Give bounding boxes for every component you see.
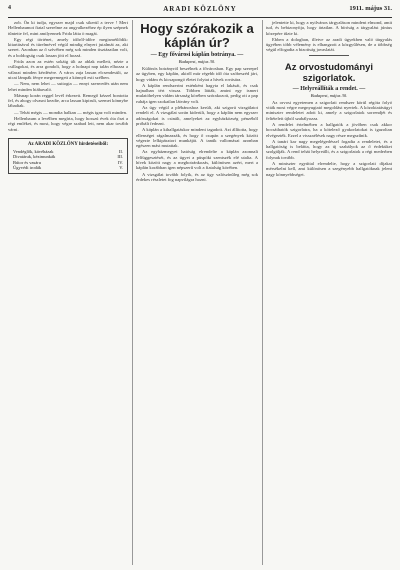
article-paragraph: Másnap korán reggel levél érkezett. Remegő kézzel bontotta fel, és ahogy olvasni kezdte, arca lassan kipirult, szemei könnybe lábadtak. [8,92,128,109]
article-headline: Az orvostudományi szigorlatok. [284,61,374,84]
article-paragraph: Különös botrányról beszélnek a fővárosban. Egy pap szerepel az ügyben, egy káplán, akiről már régebb idő óta szóbeszéd járt, hogy vidám és kicsapongó életet folytat a hívek rovására. [136,66,258,82]
article-paragraph: A káplán a kihallgatáskor mindent tagadott. Azt állította, hogy ellenségei rágalmazzák, és hogy ő csupán a szegények között végezte lelkipásztori munkáját. A tanúk vallomásai azonban egészen mást mutattak. [136,127,258,149]
article-paragraph: — Nem, nem lehet — suttogta — ennyi szenvedés után nem lehet minden hiábavaló. [8,81,128,92]
article-paragraph: A tanári kar nagy megelégedéssel fogadta a rendeletet, és a hallgatóság is belátta, hogy az új szabályok az ő érdeküket szolgálják. A rend tehát helyreállt, és a szigorlatok a régi mederben folynak tovább. [266,138,392,160]
newspaper-title: ARADI KÖZLÖNY [163,5,237,13]
article-paragraph: Ebben a dologban, illetve az aradi ügyekben való tárgyalás ügyében több vélemény is elhangzott a közgyűlésen, de a többség végül elfogadta a bizottság javaslatát. [266,36,392,53]
left-column [8,20,128,565]
article-paragraph: Az egyházmegyei hatóság elrendelte a káplán azonnali felfüggesztését, és az ügyet a püspöki szentszék elé utalta. A hívek között nagy a megbotránkozás, különösen azért, mert a káplán korábban igen népszerű volt a fiatalság körében. [136,149,258,171]
article-paragraph: Egy régi történet, amely időről-időre megismétlődik: kitartásával és türelmével végül mindig elnyeri jutalmát az, aki szeret. Azonban az ő szívében még sok minden tisztázatlan volt, és a boldogság csak lassan jött el hozzá. [8,36,128,58]
header-rule [8,17,392,18]
article-paragraph: Az ügy végül a plébánoshoz került, aki szigorú vizsgálatot rendelt el. A vizsgálat során kiderült, hogy a káplán nem egyszer adósságokat is csinált, amelyeket az egyházközség pénzéből próbált fedezni. [136,105,258,126]
article-paragraph: A káplán rendszerint esténként hagyta el lakását, és csak hajnalban tért vissza. Többen látták, amint egy ismert mulatóhelyen vidám társaság körében szórakozott, pedig ott a pap ruhája igen szokatlan látvány volt. [136,82,258,104]
article-paragraph: jelentette ki, hogy a nyilvános tárgyaláson mindent elmond, amit tud, és bebizonyítja, hogy ártatlan. A bíróság a tárgyalást június közepére tűzte ki. [266,20,392,36]
ad-ref: IV. [117,159,123,165]
ad-label: Bútor és vasáru [13,159,41,165]
ad-label: Divatáruk, kézimunkák [13,154,56,160]
article-paragraph: zob. Ön ki tudja, egyszer majd csak sikerül a terve ! Mert Hellenbaumot fiatal szerelme az angyalkezéhez ép ilyen szépnek tűntette fel, mint amilyennek Frida látta ö magát. [8,20,128,36]
article-kicker: — Egy fővárosi káplán botránya. — [150,52,244,58]
article-paragraph: Az orvosi egyetemen a szigorlati rendszer körül régóta folyó viták most végre megnyugtató megoldást nyertek. A közoktatásügyi miniszter rendeletet adott ki, amely a szigorlatok sorrendjét és feltételeit újból szabályozza. [266,99,392,121]
article-kicker: — Helyreállíták a rendet. — [292,85,366,92]
ad-ref: II. [118,148,123,154]
column-divider [132,20,133,565]
ads-box-item [13,165,123,170]
ads-box [8,138,128,174]
right-column [266,20,392,565]
issue-date: 1911. május 31. [349,5,392,12]
ad-ref: V. [119,164,123,170]
article-dateline: Budapest, május 30. [310,92,348,98]
section-divider [309,55,349,56]
article-dateline: Budapest, május 30. [178,59,216,64]
column-divider [262,20,263,565]
article-paragraph: A miniszter egyúttal elrendelte, hogy a szigorlati díjakat mérsékelni kell, ami különösen a szegényebb hallgatóknak jelent nagy könnyebbséget. [266,161,392,177]
article-paragraph: A vizsgálat tovább folyik, és az ügy valószínűleg még sok érdekes részletet fog napvilágra hozni. [136,171,258,182]
middle-column [136,20,258,565]
article-paragraph: A rendelet értelmében a hallgatók a jövőben csak akkor bocsáthatók szigorlatra, ha a kötelező gyakorlatokat is igazoltan elvégezték. Ezzel a visszaélések nagy része megszűnik. [266,121,392,138]
ad-label: Vendéglők, kávéházak [13,148,54,154]
article-paragraph: Frida azon az estén sokáig ült az ablak mellett, nézte a csillagokat, és arra gondolt, hogy a holnapi nap talán elhozza a választ minden kérdésére. A város zaja lassan elcsendesült, az utcai lámpák fénye megremegett a könnyű esti szélben. [8,59,128,80]
masthead [8,5,392,17]
article-paragraph: — Tehát mégis — mondta halkan — mégis igaz volt minden. [14,109,128,115]
ad-label: Ügyvédi irodák [13,164,42,170]
ads-box-title: Az ARADI KÖZLÖNY hirdetéseiből: [27,141,109,147]
article-headline: Hogy szórakozik a káplán úr? [140,21,254,50]
page-number: 4 [8,5,11,11]
article-paragraph: Hellenbaum a levélben megírta, hogy hosszú évek óta őrzi a régi emléket, és most, hogy végre szabad lett, nem akar tovább várni. [8,116,128,132]
ad-ref: III. [117,154,123,160]
